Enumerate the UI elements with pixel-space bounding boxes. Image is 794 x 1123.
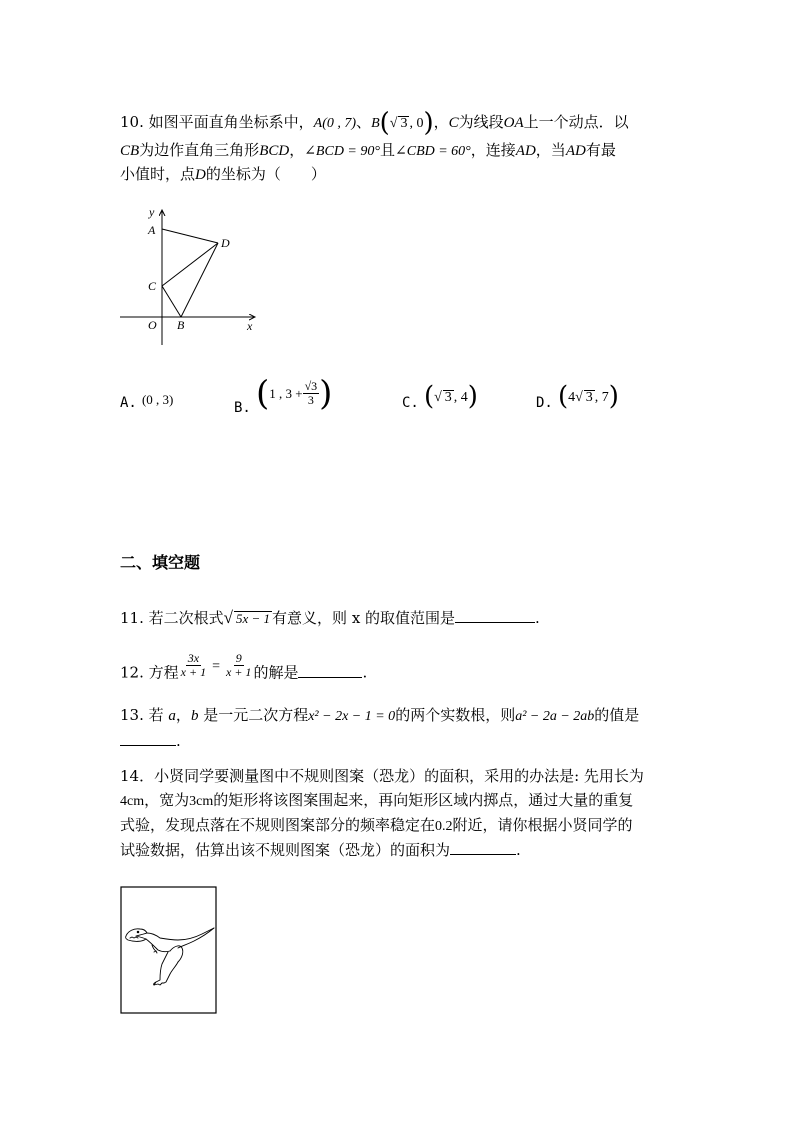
label-b: B	[177, 318, 185, 332]
q10-separator: 、	[356, 113, 372, 131]
option-b-fraction	[303, 380, 320, 407]
option-b-paren-close: )	[319, 373, 333, 414]
q10-point-b-sqrt: √ 3	[389, 116, 408, 131]
q10-point-b-paren-open: (	[379, 108, 390, 138]
q13-comma: ，	[175, 706, 191, 724]
option-b-numerator: √3	[304, 379, 318, 393]
segment-cb	[162, 286, 181, 317]
label-a: A	[148, 223, 156, 237]
label-c: C	[148, 279, 157, 293]
q14-text-1: 14．小贤同学要测量图中不规则图案（恐龙）的面积，采用的办法是: 先用长为	[120, 767, 644, 785]
q10-var-bcd: BCD	[259, 143, 290, 159]
q10-comma: ，	[433, 113, 449, 131]
q13-answer-blank[interactable]	[120, 731, 176, 746]
q10-angle-bcd: ∠BCD = 90°	[304, 144, 380, 159]
q10-point-b-letter: B	[371, 116, 380, 131]
q14-text-4: 试验数据，估算出该不规则图案（恐龙）的面积为	[120, 841, 451, 859]
q14-end: .	[516, 841, 521, 859]
option-c-paren-open: (	[423, 381, 435, 412]
q12-fraction-right	[224, 652, 253, 679]
q13-line1	[120, 705, 639, 727]
q10-point-a: A(0 , 7)	[313, 116, 357, 131]
q12-num2: 9	[235, 651, 242, 665]
q10-text-c: 为线段	[458, 113, 504, 131]
option-c-post: , 4	[453, 390, 468, 405]
bounding-rectangle	[121, 887, 216, 1013]
q12-den1: x + 1	[180, 665, 207, 679]
q10-number: 10.	[120, 113, 144, 131]
q10-var-cb: CB	[120, 143, 140, 159]
q12-end: .	[362, 663, 368, 682]
q14-line3	[120, 815, 633, 837]
q10-text-e: 为边作直角三角形	[139, 141, 260, 159]
q12-operator: =	[212, 658, 220, 674]
q11-text-b: 有意义，则 x 的取值范围是	[272, 609, 456, 627]
q13-line2	[120, 731, 181, 751]
q10-var-d: D	[195, 167, 206, 183]
q10-coordinate-figure	[115, 200, 265, 350]
q13-text-d: 的值是	[594, 706, 640, 724]
option-b-paren-open: (	[255, 373, 270, 414]
q12-line	[120, 652, 367, 683]
section-title: 二、填空题	[120, 553, 201, 572]
q13-var-a: a	[168, 708, 176, 724]
q14-answer-blank[interactable]	[450, 840, 516, 855]
label-d: D	[221, 236, 230, 250]
q12-answer-blank[interactable]	[298, 663, 362, 678]
option-c-label: C.	[402, 395, 419, 411]
q13-end: .	[176, 732, 181, 750]
option-b-denominator: 3	[307, 393, 314, 407]
q12-num1: 3x	[187, 651, 200, 665]
q13-text-a: 若	[148, 706, 169, 724]
q14-line4	[120, 840, 521, 860]
segment-ad	[162, 229, 218, 243]
option-b-label: B.	[234, 400, 251, 416]
q11-line	[120, 608, 540, 628]
segment-bd	[181, 243, 218, 317]
q10-line1	[120, 108, 629, 138]
q14-length: 4cm	[120, 794, 145, 809]
q10-text-d: 上一个动点．以	[523, 113, 629, 131]
q14-line1	[120, 766, 644, 786]
q14-width: 3cm	[189, 794, 214, 809]
option-b-pre: 1 , 3 +	[269, 386, 303, 401]
q10-point-b-y: , 0	[409, 116, 424, 131]
q10-text-h: ，连接	[470, 141, 516, 159]
q10-text: 如图平面直角坐标系中，	[148, 113, 314, 131]
q13-var-b: b	[190, 708, 199, 724]
q10-text-k: 小值时，点	[120, 165, 196, 183]
q13-text-b: 是一元二次方程	[198, 706, 309, 724]
q10-line3	[120, 164, 326, 185]
q13-text-c: 的两个实数根，则	[395, 706, 516, 724]
segment-cd	[162, 243, 218, 286]
q10-var-c: C	[448, 115, 459, 131]
option-a-label: A.	[120, 395, 137, 411]
q14-text-3a: 式验，发现点落在不规则图案部分的频率稳定在	[120, 816, 436, 834]
q14-text-3c: 附近，请你根据小贤同学的	[452, 816, 633, 834]
q10-line2	[120, 140, 616, 162]
q10-text-g: 且	[379, 141, 395, 159]
dinosaur-icon	[126, 928, 214, 985]
option-c-paren-close: )	[467, 381, 478, 412]
q13-equation: x² − 2x − 1 = 0	[308, 709, 396, 724]
q10-var-ad-2: AD	[565, 143, 586, 159]
option-c-sqrt: √ 3	[434, 390, 452, 405]
option-a-value: (0 , 3)	[141, 392, 174, 407]
q12-text-a: 方程	[148, 663, 179, 682]
option-d-pre: 4	[568, 390, 576, 405]
q10-angle-cbd: ∠CBD = 60°	[395, 144, 471, 159]
option-d-label: D.	[536, 395, 553, 411]
q10-text-f: ，	[289, 141, 305, 159]
option-d-post: , 7	[594, 390, 609, 405]
q10-text-j: 有最	[585, 141, 616, 159]
dinosaur-figure	[120, 886, 218, 1016]
q13-number: 13.	[120, 706, 144, 724]
q10-option-b[interactable]	[234, 373, 333, 416]
q10-var-ad: AD	[515, 143, 536, 159]
q14-text-2d: 的矩形将该图案围起来，再向矩形区域内掷点，通过大量的重复	[213, 791, 634, 809]
q10-option-d[interactable]	[536, 381, 619, 412]
label-o: O	[148, 318, 157, 332]
q10-text-i: ，当	[535, 141, 566, 159]
q11-number: 11.	[120, 609, 144, 627]
q10-option-c[interactable]	[402, 381, 478, 412]
q10-var-oa: OA	[503, 115, 524, 131]
q14-line2	[120, 790, 633, 812]
q10-point-b-paren-close: )	[423, 108, 434, 138]
q12-den2: x + 1	[226, 665, 252, 679]
q14-frequency: 0.2	[435, 819, 453, 834]
q11-answer-blank[interactable]	[455, 608, 535, 623]
label-x: x	[247, 319, 253, 333]
q10-text-l: 的坐标为（ ）	[205, 165, 326, 183]
label-y: y	[149, 205, 155, 219]
q11-text-a: 若二次根式	[148, 609, 224, 627]
q14-text-2b: ，宽为	[144, 791, 190, 809]
q10-option-a[interactable]	[120, 392, 173, 411]
q11-radical: √ 5x − 1	[223, 608, 271, 627]
option-d-sqrt: √ 3	[575, 390, 593, 405]
q12-fraction-left	[179, 652, 208, 679]
q12-text-b: 的解是	[253, 663, 299, 682]
q13-expression: a² − 2a − 2ab	[515, 709, 595, 724]
q11-radicand: 5x − 1	[236, 611, 271, 626]
option-d-paren-open: (	[557, 381, 569, 412]
q12-number: 12.	[120, 663, 144, 682]
q11-end: .	[535, 609, 540, 627]
option-d-paren-close: )	[608, 381, 619, 412]
